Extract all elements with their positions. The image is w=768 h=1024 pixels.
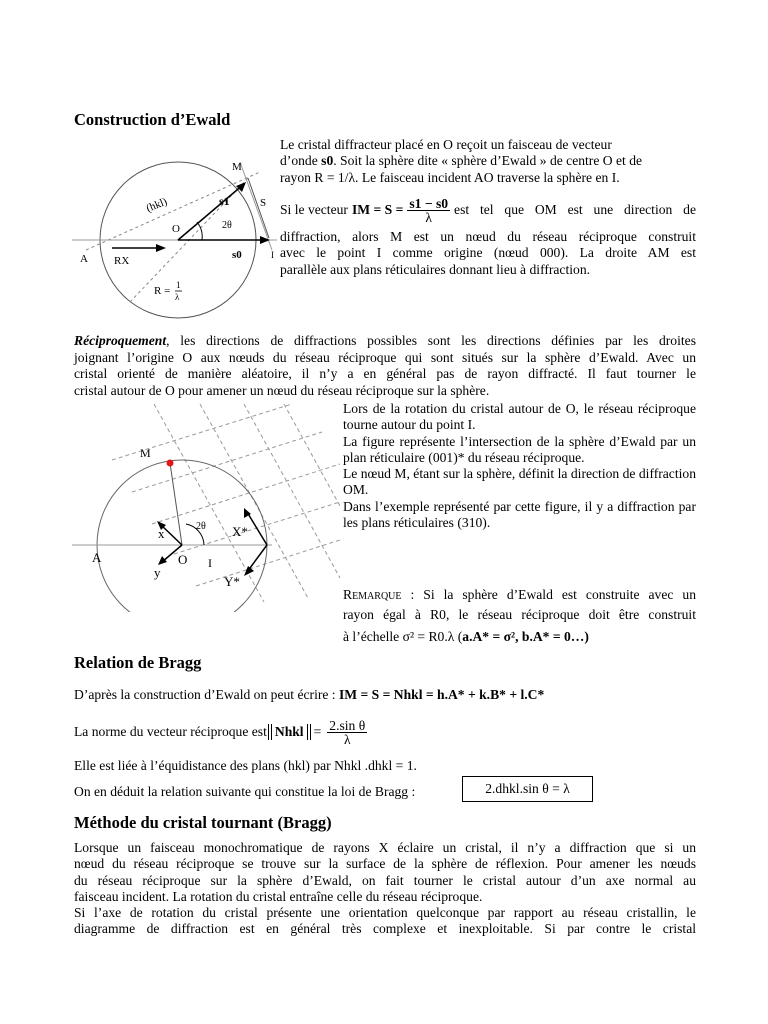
fig2-label-Xstar: X* bbox=[232, 524, 248, 539]
tournant-paragraph: Lorsque un faisceau monochromatique de rayons X éclaire un cristal, il n’y a diffraction que si un nœud du réseau réciproque se trouve sur la surface de la sphère de réflexion. Pour amener les nœuds du réseau réciproque sur la sphère d’Ewald, on fait tourner le cristal autour d’un axe normal au faisceau incident. La rotation du cristal entraîne celle du réseau réciproque. Si l’axe de rotation du cristal présente une orientation quelconque par rapport au réseau cristallin, le diagramme de diffraction est en général très complexe et inexploitable. Si par contre le cristal bbox=[74, 840, 696, 937]
bragg-law-box: 2.dhkl.sin θ = λ bbox=[462, 776, 593, 802]
fig2-label-x: x bbox=[158, 526, 165, 541]
fig1-label-RX: RX bbox=[114, 255, 130, 267]
bragg-vector-equation: IM = S = Nhkl = h.A* + k.B* + l.C* bbox=[338, 687, 545, 702]
reciproquement-line-2: joignant l’origine O aux nœuds du réseau réciproque qui sont situés sur la sphère d’Ewald. Avec un bbox=[74, 350, 696, 365]
fig1-label-S: S bbox=[260, 197, 267, 209]
fig2-label-O: O bbox=[178, 552, 188, 567]
fig1-label-O: O bbox=[172, 223, 180, 235]
fig1-label-I: I bbox=[271, 250, 274, 260]
section-title-ewald: Construction d’Ewald bbox=[74, 110, 231, 129]
fig2-label-y: y bbox=[154, 565, 161, 580]
ewald-vector-definition: Si le vecteur IM = S = $\frac{s1 - s0}{\lambda}$ est tel que OM est une direction de bbox=[280, 195, 696, 225]
reciproquement-line-3: cristal orienté de manière aléatoire, il n’y a en général pas de rayon diffracté. Il faut tourner le bbox=[74, 366, 696, 381]
ewald-text-line: parallèle aux plans réticulaires donnant lieu à diffraction. bbox=[280, 262, 591, 277]
s0-vector: s0 bbox=[321, 153, 334, 169]
fig1-label-R-den: λ bbox=[175, 292, 180, 302]
im-equation-lhs: IM = S = bbox=[351, 201, 404, 217]
norm-d-equation: Nhkl .dhkl = 1. bbox=[334, 758, 417, 773]
ewald-text-line: diffraction, alors M est un nœud du réseau réciproque construit bbox=[280, 229, 696, 244]
fig2-label-Ystar: Y* bbox=[224, 574, 240, 589]
ewald-construction-figure bbox=[72, 150, 284, 322]
section-title-tournant: Méthode du cristal tournant (Bragg) bbox=[74, 813, 332, 832]
fig2-label-M: M bbox=[140, 446, 151, 460]
ewald-text-line: avec le point I comme origine (nœud 000). La droite AM est bbox=[280, 245, 696, 260]
reciproquement-line-4: cristal autour de O pour amener un nœud du réseau réciproque sur la sphère. bbox=[74, 383, 490, 398]
s1-minus-s0-fraction: $\frac{s1 - s0}{\lambda}$ bbox=[409, 195, 449, 225]
ewald-intro-paragraph: Le cristal diffracteur placé en O reçoit un faisceau de vecteur d’onde s0. Soit la sphère dite « sphère d’Ewald » de centre O et de rayon R = 1/λ. Le faisceau incident AO traverse la sphère en I. bbox=[280, 137, 643, 185]
fig1-label-M: M bbox=[232, 161, 242, 173]
bragg-line-1: D’après la construction d’Ewald on peut écrire : IM = S = Nhkl = h.A* + k.B* + l.C* bbox=[74, 687, 545, 702]
fig1-label-s0: s0 bbox=[232, 249, 242, 261]
bragg-line-2: La norme du vecteur réciproque est Nhkl = $\frac{\text{2.sin θ}}{\lambda}$ bbox=[74, 717, 366, 747]
bragg-line-4: On en déduit la relation suivante qui constitue la loi de Bragg : bbox=[74, 784, 416, 799]
fig2-label-2theta: 2θ bbox=[196, 521, 206, 532]
remark-paragraph: Remarque : Si la sphère d’Ewald est construite avec un rayon égal à R0, le réseau réciproque doit être construit à l’échelle σ² = R0.λ (a.A* = σ², b.A* = 0…) bbox=[343, 587, 696, 644]
reciprocal-node-M bbox=[167, 460, 174, 467]
reciprocal-lattice-figure bbox=[72, 402, 344, 612]
two-sin-theta-fraction: $\frac{\text{2.sin θ}}{\lambda}$ bbox=[329, 717, 366, 747]
fig1-label-hkl: (hkl) bbox=[144, 195, 169, 215]
bragg-line-3: Elle est liée à l’équidistance des plans (hkl) par Nhkl .dhkl = 1. bbox=[74, 758, 417, 773]
fig2-label-A: A bbox=[92, 550, 102, 565]
fig1-label-A: A bbox=[80, 253, 88, 265]
section-title-bragg: Relation de Bragg bbox=[74, 653, 202, 672]
fig1-label-2theta: 2θ bbox=[222, 220, 232, 231]
fig1-label-s1: s1 bbox=[219, 194, 230, 208]
rotation-paragraph: Lors de la rotation du cristal autour de O, le réseau réciproque tourne autour du point I. La figure représente l’intersection de la sphère d’Ewald par un plan réticulaire (001)* du réseau réciproque. Le nœud M, étant sur la sphère, définit la direction de diffraction OM. Dans l’exemple représenté par cette figure, il y a diffraction par les plans réticulaires (310). bbox=[343, 401, 696, 531]
fig2-label-I: I bbox=[208, 556, 212, 570]
fig1-label-R: R = bbox=[154, 285, 171, 297]
fig1-label-R-num: 1 bbox=[176, 280, 181, 290]
reciproquement-line-1: Réciproquement, les directions de diffractions possibles sont les directions définies par les droites bbox=[74, 333, 696, 348]
